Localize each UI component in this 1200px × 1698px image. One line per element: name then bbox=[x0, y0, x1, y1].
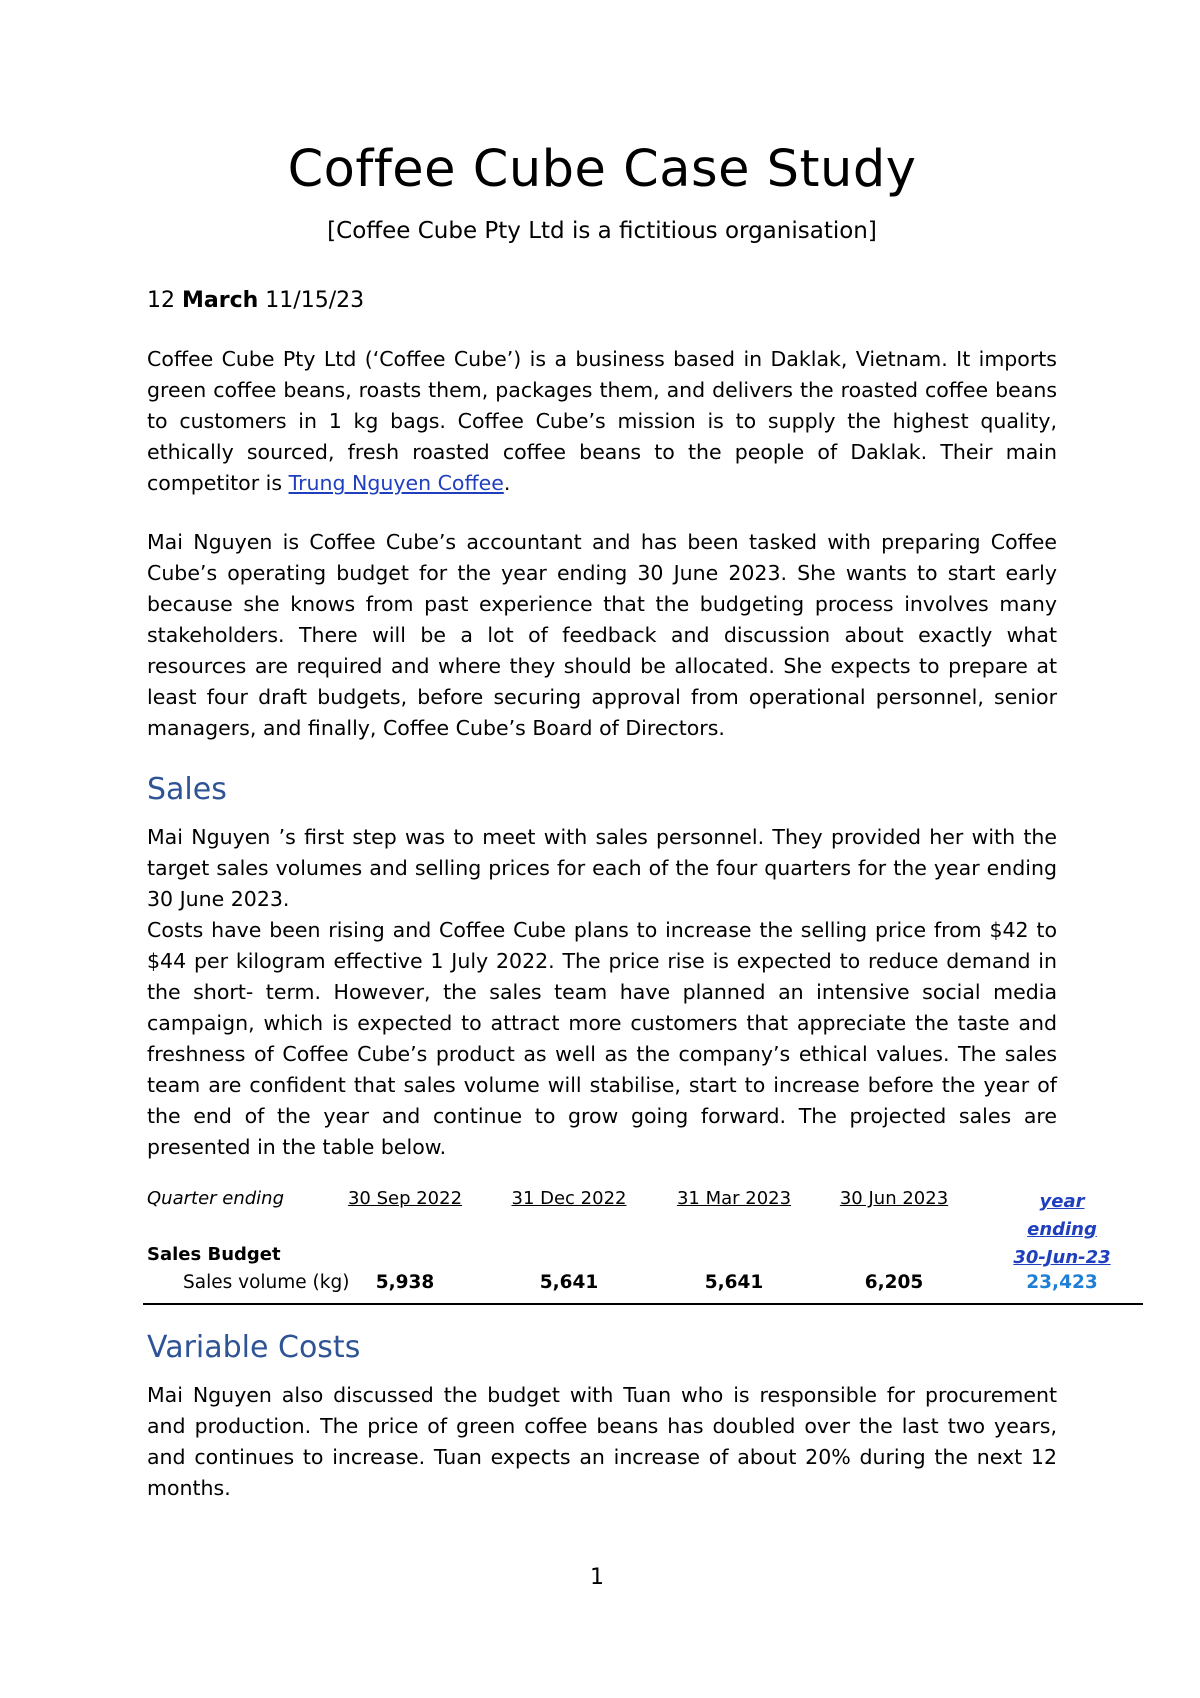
table-header-q2: 31 Dec 2022 bbox=[511, 1188, 627, 1209]
intro-text: Coffee Cube Pty Ltd (‘Coffee Cube’) is a business based in Daklak, Vietnam. It imports green coffee beans, roasts them, packages them, and delivers the roasted coffee beans to customers in 1 kg bags. Coffee Cube’s mission is to supply the highest quality, ethically sourced, fresh roasted coffee beans to the people of Daklak. Their main competitor is bbox=[147, 347, 1057, 495]
accountant-paragraph: Mai Nguyen is Coffee Cube’s accountant and has been tasked with preparing Coffee Cube’s operating budget for the year ending 30 June 2023. She wants to start early because she knows from past experience that the budgeting process involves many stakeholders. There will be a lot of feedback and discussion about exactly what resources are required and where they should be allocated. She expects to prepare at least four draft budgets, before securing approval from operational personnel, senior managers, and finally, Coffee Cube’s Board of Directors. bbox=[147, 530, 1057, 740]
variable-costs-heading: Variable Costs bbox=[147, 1330, 361, 1365]
sales-paragraph-1: Mai Nguyen ’s first step was to meet with sales personnel. They provided her with the target sales volumes and selling prices for each of the four quarters for the year ending 30 June 2023. bbox=[147, 825, 1057, 911]
table-header-total-line1: year ending bbox=[1027, 1191, 1097, 1240]
table-header-q4: 30 Jun 2023 bbox=[839, 1188, 949, 1209]
sales-paragraph-2: Costs have been rising and Coffee Cube plans to increase the selling price from $42 to $44 per kilogram effective 1 July 2022. The price rise is expected to reduce demand in the short- term. However, the sales team have planned an intensive social media campaign, which is expected to attract more customers that appreciate the taste and freshness of Coffee Cube’s product as well as the company’s ethical values. The sales team are confident that sales volume will stabilise, start to increase before the year of the end of the year and continue to grow going forward. The projected sales are presented in the table below. bbox=[147, 918, 1057, 1159]
table-header-label: Quarter ending bbox=[147, 1188, 285, 1209]
table-header-total-line2: 30-Jun-23 bbox=[1013, 1247, 1111, 1268]
table-header-total bbox=[1002, 1188, 1122, 1272]
table-cell-total: 23,423 bbox=[1026, 1272, 1098, 1293]
date-month: March bbox=[182, 288, 259, 313]
table-row-label: Sales volume (kg) bbox=[183, 1272, 350, 1293]
table-cell-q3: 5,641 bbox=[704, 1272, 764, 1293]
table-bottom-rule bbox=[143, 1303, 1143, 1305]
table-row bbox=[147, 1272, 1147, 1302]
date-line bbox=[147, 288, 364, 313]
table-group-label: Sales Budget bbox=[147, 1244, 281, 1265]
table-cell-q4: 6,205 bbox=[864, 1272, 924, 1293]
date-prefix: 12 bbox=[147, 288, 182, 313]
table-cell-q1: 5,938 bbox=[375, 1272, 435, 1293]
sales-heading: Sales bbox=[147, 772, 227, 807]
date-suffix: 11/15/23 bbox=[258, 288, 365, 313]
table-header-q3: 31 Mar 2023 bbox=[676, 1188, 792, 1209]
variable-costs-paragraph: Mai Nguyen also discussed the budget with Tuan who is responsible for procurement and production. The price of green coffee beans has doubled over the last two years, and continues to increase. Tuan expects an increase of about 20% during the next 12 months. bbox=[147, 1383, 1057, 1500]
intro-paragraph bbox=[147, 344, 1057, 499]
page-number: 1 bbox=[590, 1565, 604, 1590]
table-cell-q2: 5,641 bbox=[539, 1272, 599, 1293]
page-subtitle: [Coffee Cube Pty Ltd is a fictitious organisation] bbox=[327, 218, 877, 244]
intro-text-end: . bbox=[503, 471, 511, 495]
table-header-q1: 30 Sep 2022 bbox=[347, 1188, 463, 1209]
competitor-link[interactable]: Trung Nguyen Coffee bbox=[288, 471, 504, 495]
page-title: Coffee Cube Case Study bbox=[287, 140, 917, 199]
